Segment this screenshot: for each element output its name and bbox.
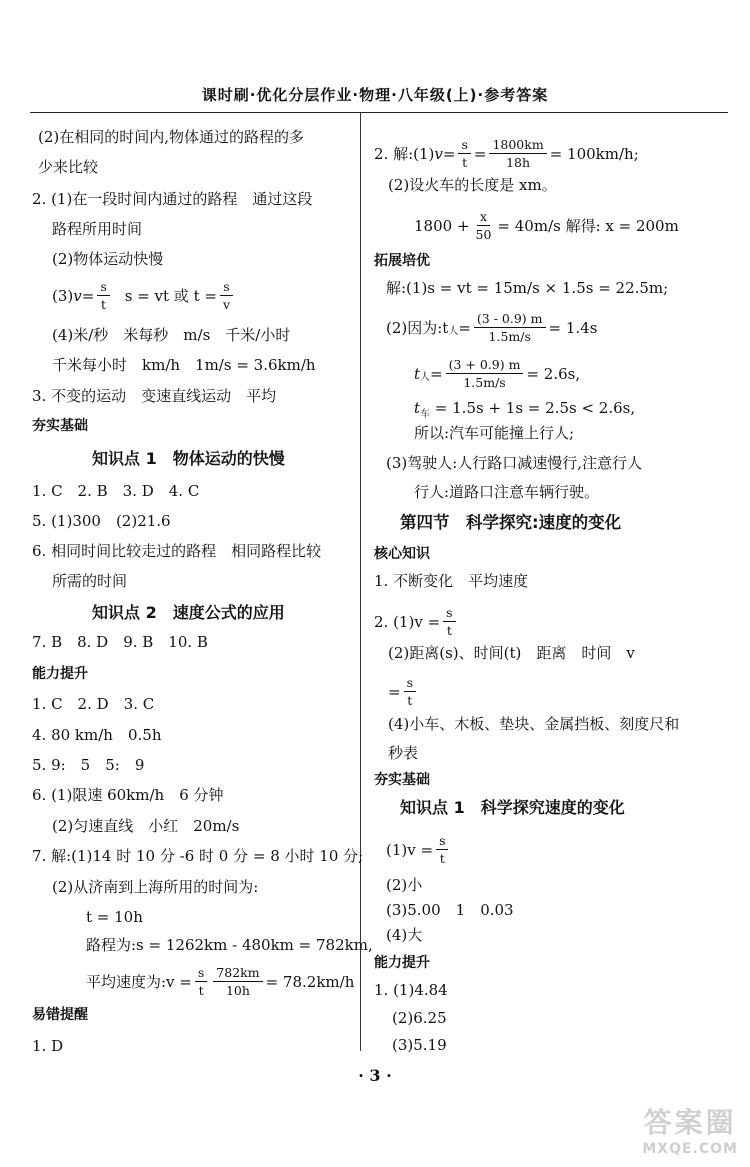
watermark-logo: 答案圈 MXQE.COM [642, 1106, 738, 1157]
answer-line: 1. 不断变化 平均速度 [374, 572, 529, 590]
text-line: (2)物体运动快慢 [52, 250, 164, 268]
answer-line: 路程为:s = 1262km - 480km = 782km, [86, 936, 373, 954]
fraction: $\frac{s}{t}$ [195, 965, 207, 998]
answer-line: (2)匀速直线 小红 20m/s [52, 817, 240, 835]
text-line: 路程所用时间 [52, 220, 143, 238]
answer-line: (2)6.25 [392, 1009, 447, 1027]
answer-line: (2)距离(s)、时间(t) 距离 时间 v [388, 644, 635, 662]
answer-line: 1. D [32, 1037, 64, 1055]
header-rule [30, 112, 728, 113]
fraction: $\frac{(3 + 0.9) m}{1.5m/s}$ [446, 357, 524, 390]
fraction: $\frac{s}{t}$ [443, 605, 455, 638]
answer-line: 秒表 [388, 744, 419, 762]
fraction: $\frac{s}{v}$ [220, 279, 233, 312]
fraction: $\frac{s}{t}$ [97, 279, 109, 312]
knowledge-point-title: 知识点 1 科学探究速度的变化 [400, 798, 625, 817]
section-heading: 能力提升 [32, 666, 88, 682]
section-heading: 易错提醒 [32, 1007, 88, 1023]
formula-line: 2. 解:(1) v = $\frac{s}{t}$ = $\frac{1800km}{18h}$ = 100km/h; [374, 137, 639, 170]
fraction: $\frac{782km}{10h}$ [213, 965, 262, 998]
text-line: (4)米/秒 米每秒 m/s 千米/小时 [52, 326, 291, 344]
answer-line: 1. (1)4.84 [374, 981, 448, 999]
answer-line: t = 10h [86, 908, 143, 926]
answer-line: 所以:汽车可能撞上行人; [414, 424, 575, 442]
text-line: 少来比较 [38, 158, 99, 176]
text-line: 千米每小时 km/h 1m/s = 3.6km/h [52, 356, 316, 374]
formula-line: $t_车 = 1.5s + 1s = 2.5s < 2.6s$, [414, 399, 636, 420]
answer-line: (2)设火车的长度是 xm。 [388, 176, 557, 194]
answer-line: (4)大 [386, 926, 423, 944]
knowledge-point-title: 知识点 1 物体运动的快慢 [92, 449, 285, 468]
formula-line: 1800 + $\frac{x}{50}$ = 40m/s 解得: x = 200m [414, 209, 679, 242]
formula-line: t 人 = $\frac{(3 + 0.9) m}{1.5m/s}$ = 2.6s, [414, 357, 581, 390]
answer-line: 5. (1)300 (2)21.6 [32, 512, 171, 530]
formula-line: = $\frac{s}{t}$ [388, 675, 419, 708]
answer-line: (2)从济南到上海所用的时间为: [52, 878, 259, 896]
section-heading: 能力提升 [374, 955, 430, 971]
answer-line: 6. 相同时间比较走过的路程 相同路程比较 [32, 542, 322, 560]
answer-line: 解:(1)s = vt = 15m/s × 1.5s = 22.5m; [386, 279, 669, 297]
answer-line: 行人:道路口注意车辆行驶。 [414, 483, 600, 501]
answer-line: 6. (1)限速 60km/h 6 分钟 [32, 786, 224, 804]
formula-line: (3) v = $\frac{s}{t}$ s = vt 或 t = $\frac{s}{v}$ [52, 279, 236, 312]
answer-line: (2)小 [386, 876, 423, 894]
answer-line: 7. 解:(1)14 时 10 分 -6 时 0 分 = 8 小时 10 分; [32, 847, 364, 865]
formula-line: 平均速度为:v = $\frac{s}{t}$ $\frac{782km}{10h}$ = 78.2km/h [86, 965, 355, 998]
answer-line: (3)5.00 1 0.03 [386, 901, 514, 919]
formula-line: (2)因为:t 人 = $\frac{(3 - 0.9) m}{1.5m/s}$ = 1.4s [386, 311, 598, 344]
answer-line: 1. C 2. B 3. D 4. C [32, 482, 200, 500]
answer-line: 1. C 2. D 3. C [32, 695, 155, 713]
formula-line: 2. (1)v = $\frac{s}{t}$ [374, 605, 459, 638]
page-header: 课时刷·优化分层作业·物理·八年级(上)·参考答案 [201, 86, 549, 104]
fraction: $\frac{s}{t}$ [458, 137, 470, 170]
section-heading: 拓展培优 [374, 253, 430, 269]
answer-line: 5. 9: 5 5: 9 [32, 756, 145, 774]
text-line: (2)在相同的时间内,物体通过的路程的多 [38, 128, 305, 146]
formula-line: (1)v = $\frac{s}{t}$ [386, 833, 451, 866]
section-heading: 夯实基础 [32, 418, 88, 434]
answer-line: 4. 80 km/h 0.5h [32, 726, 162, 744]
page-number: · 3 · [358, 1066, 392, 1085]
answer-line: 所需的时间 [52, 572, 128, 590]
answer-line: (3)5.19 [392, 1036, 447, 1054]
chapter-title: 第四节 科学探究:速度的变化 [400, 513, 622, 532]
knowledge-point-title: 知识点 2 速度公式的应用 [92, 603, 285, 622]
text-line: 3. 不变的运动 变速直线运动 平均 [32, 387, 277, 405]
text-line: 2. (1)在一段时间内通过的路程 通过这段 [32, 190, 313, 208]
answer-line: (4)小车、木板、垫块、金属挡板、刻度尺和 [388, 715, 680, 733]
answer-line: 7. B 8. D 9. B 10. B [32, 633, 208, 651]
fraction: $\frac{x}{50}$ [475, 209, 492, 242]
section-heading: 夯实基础 [374, 772, 430, 788]
fraction: $\frac{s}{t}$ [436, 833, 448, 866]
fraction: $\frac{(3 - 0.9) m}{1.5m/s}$ [474, 311, 546, 344]
section-heading: 核心知识 [374, 546, 430, 562]
answer-line: (3)驾驶人:人行路口减速慢行,注意行人 [386, 454, 643, 472]
fraction: $\frac{s}{t}$ [404, 675, 416, 708]
fraction: $\frac{1800km}{18h}$ [489, 137, 546, 170]
column-divider [360, 113, 361, 1051]
